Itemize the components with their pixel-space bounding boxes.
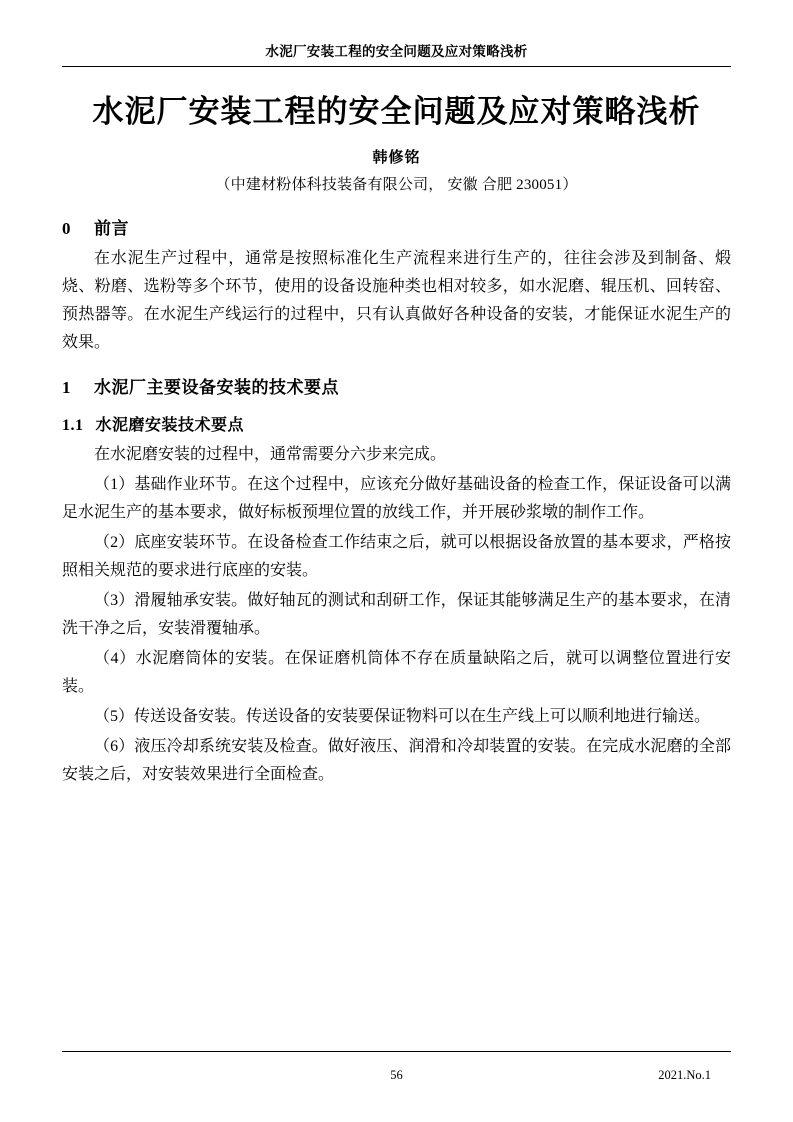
running-header: 水泥厂安装工程的安全问题及应对策略浅析 — [265, 44, 528, 59]
footer-divider — [62, 1051, 731, 1052]
paragraph: （3）滑履轴承安装。做好轴瓦的测试和刮研工作，保证其能够满足生产的基本要求，在清洗干净之后，安装滑覆轴承。 — [62, 591, 731, 637]
page-content — [62, 40, 731, 1092]
paragraph: 在水泥磨安装的过程中，通常需要分六步来完成。 — [94, 445, 447, 463]
author-line: 韩修铭 — [372, 149, 421, 166]
section-heading-0 — [62, 214, 731, 239]
paragraph: （6）液压冷却系统安装及检查。做好液压、润滑和冷却装置的安装。在完成水泥磨的全部安装之后，对安装效果进行全面检查。 — [62, 737, 731, 783]
page-number: 56 — [390, 1068, 403, 1082]
header-divider — [62, 66, 731, 67]
section-number-0: 0 — [62, 218, 71, 238]
affiliation-line: （中建材粉体科技装备有限公司， 安徽 合肥 230051） — [215, 176, 578, 193]
subsection-title: 水泥磨安装技术要点 — [95, 416, 245, 434]
section-title-1: 水泥厂主要设备安装的技术要点 — [94, 377, 339, 397]
paragraph: （2）底座安装环节。在设备检查工作结束之后，就可以根据设备放置的基本要求，严格按照相关规范的要求进行底座的安装。 — [62, 533, 731, 579]
page-title: 水泥厂安装工程的安全问题及应对策略浅析 — [92, 94, 701, 129]
section-number-1: 1 — [62, 377, 71, 397]
issue-label: 2021.No.1 — [658, 1068, 711, 1082]
page-footer — [62, 1068, 731, 1086]
paragraph: （4）水泥磨筒体的安装。在保证磨机筒体不存在质量缺陷之后，就可以调整位置进行安装。 — [62, 649, 731, 695]
section-heading-1 — [62, 373, 731, 398]
subsection-number: 1.1 — [62, 416, 84, 434]
section-title-0: 前言 — [94, 218, 129, 238]
subsection-heading — [62, 412, 731, 435]
paragraph: 在水泥生产过程中，通常是按照标准化生产流程来进行生产的，往往会涉及到制备、煅烧、粉磨、选粉等多个环节，使用的设备设施种类也相对较多，如水泥磨、辊压机、回转窑、预热器等。在水泥生产线运行的过程中，只有认真做好各种设备的安装，才能保证水泥生产的效果。 — [62, 249, 731, 351]
paragraph: （1）基础作业环节。在这个过程中，应该充分做好基础设备的检查工作，保证设备可以满足水泥生产的基本要求，做好标板预埋位置的放线工作，并开展砂浆墩的制作工作。 — [62, 475, 731, 521]
paragraph: （5）传送设备安装。传送设备的安装要保证物料可以在生产线上可以顺利地进行输送。 — [94, 707, 711, 725]
